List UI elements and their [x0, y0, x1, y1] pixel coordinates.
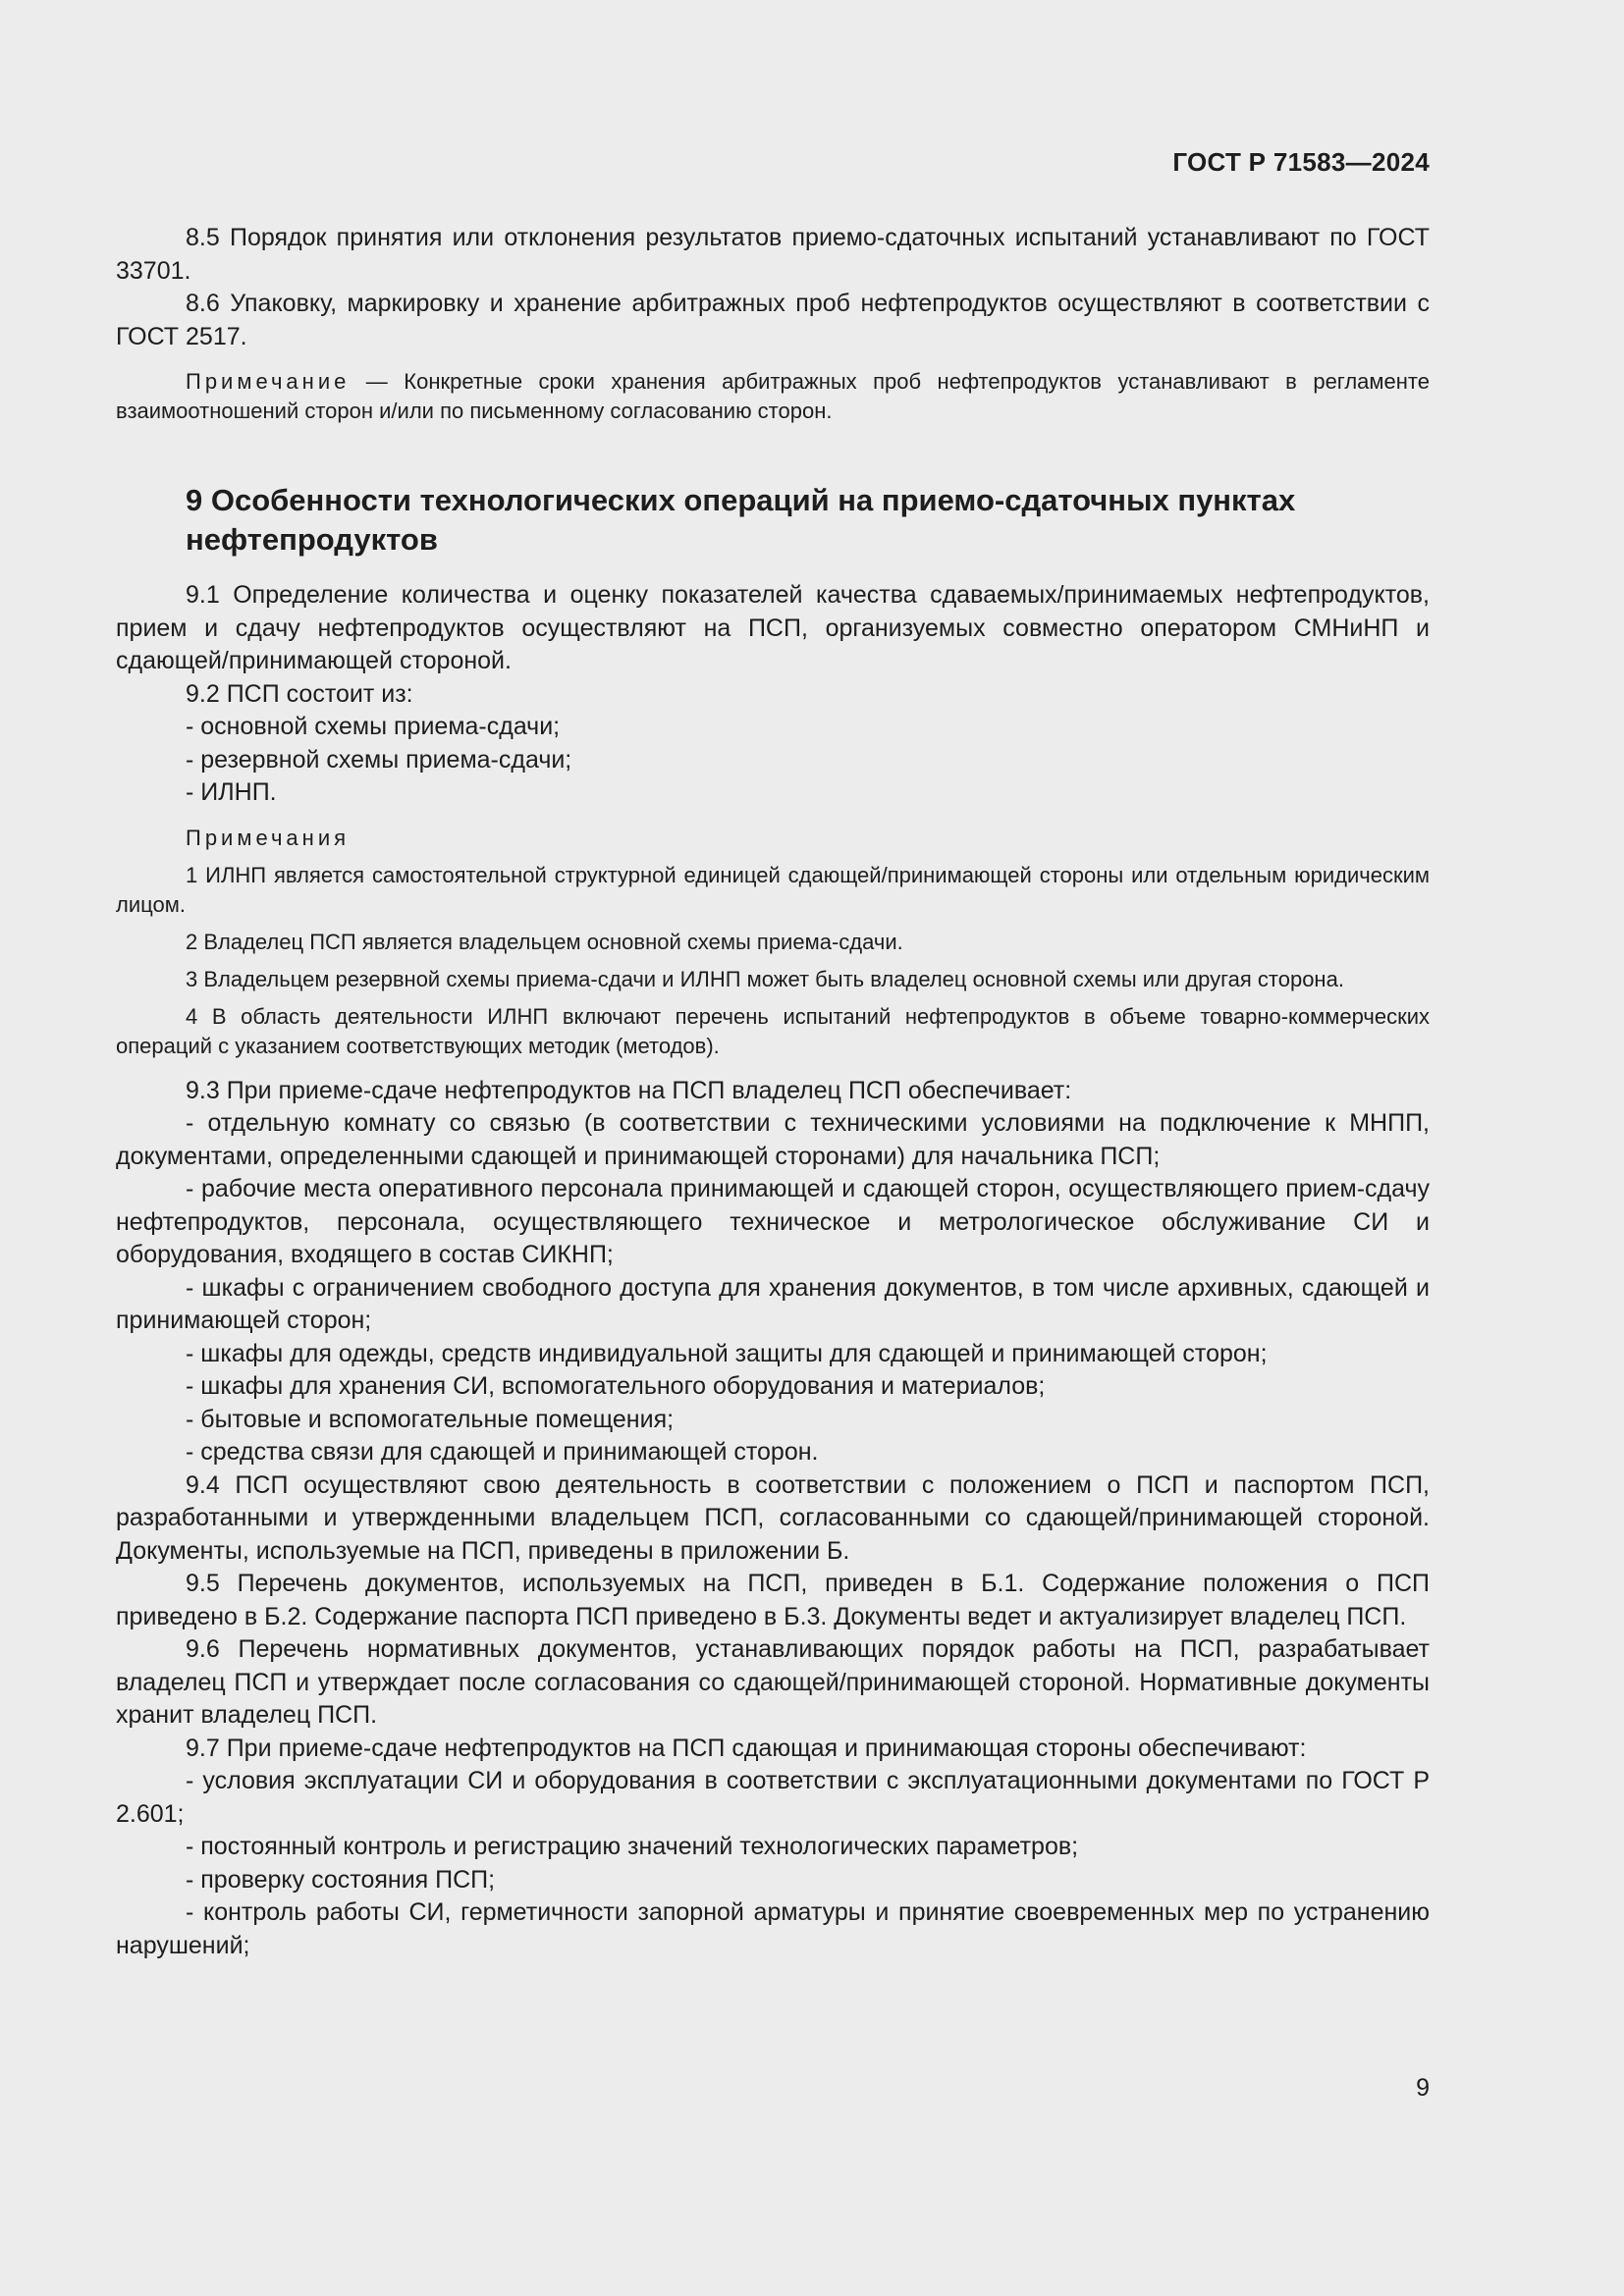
page-number: 9	[1416, 2074, 1430, 2102]
document-body	[116, 222, 1430, 1962]
list-item: - шкафы для хранения СИ, вспомогательного оборудования и материалов;	[186, 1372, 1046, 1400]
list-item: - отдельную комнату со связью (в соответствии с техническими условиями на подключение к МНПП, документами, определенными сдающей и принимающей сторонами) для начальника ПСП;	[116, 1109, 1430, 1170]
notes-label-text: Примечания	[186, 825, 351, 850]
document-code-header: ГОСТ Р 71583—2024	[1172, 147, 1430, 177]
note-8-6	[116, 367, 1430, 426]
paragraph-9-1: 9.1 Определение количества и оценку показателей качества сдаваемых/принимаемых нефтепродуктов, прием и сдачу нефтепродуктов осуществляют на ПСП, организуемых совместно оператором СМНиНП и сдающей/принимающей стороной.	[116, 581, 1430, 674]
paragraph-9-3: 9.3 При приеме-сдаче нефтепродуктов на ПСП владелец ПСП обеспечивает:	[186, 1076, 1072, 1104]
list-item: - постоянный контроль и регистрацию значений технологических параметров;	[186, 1833, 1079, 1860]
paragraph-9-2: 9.2 ПСП состоит из:	[186, 679, 413, 708]
paragraph-9-4: 9.4 ПСП осуществляют свою деятельность в соответствии с положением о ПСП и паспортом ПСП, разработанными и утвержденными владельцем ПСП, согласованными со сдающей/принимающей стороной. Документы, используемые на ПСП, приведены в приложении Б.	[116, 1470, 1430, 1565]
note-item: 2 Владелец ПСП является владельцем основной схемы приема-сдачи.	[186, 929, 903, 954]
paragraph-9-5: 9.5 Перечень документов, используемых на ПСП, приведен в Б.1. Содержание положения о ПСП приведено в Б.2. Содержание паспорта ПСП приведено в Б.3. Документы ведет и актуализирует владелец ПСП.	[116, 1570, 1430, 1630]
list-item: - рабочие места оперативного персонала принимающей и сдающей сторон, осуществляющего прием-сдачу нефтепродуктов, персонала, осуществляющего техническое и метрологическое обслуживание СИ и оборудования, входящего в состав СИКНП;	[116, 1175, 1430, 1268]
list-item: - контроль работы СИ, герметичности запорной арматуры и принятие своевременных мер по устранению нарушений;	[116, 1898, 1430, 1959]
note-label: Примечание	[186, 369, 351, 394]
paragraph-8-5: 8.5 Порядок принятия или отклонения результатов приемо-сдаточных испытаний устанавливают по ГОСТ 33701.	[116, 224, 1430, 285]
list-item: - условия эксплуатации СИ и оборудования в соответствии с эксплуатационными документами по ГОСТ Р 2.601;	[116, 1767, 1430, 1828]
section-9-heading: 9 Особенности технологических операций на приемо-сдаточных пунктах нефтепродуктов	[186, 483, 1296, 557]
note-item: 4 В область деятельности ИЛНП включают перечень испытаний нефтепродуктов в объеме товарно-коммерческих операций с указанием соответствующих методик (методов).	[116, 1003, 1430, 1058]
list-item: - проверку состояния ПСП;	[186, 1865, 496, 1894]
list-item: - ИЛНП.	[186, 778, 277, 806]
notes-label	[116, 824, 1430, 853]
paragraph-9-7: 9.7 При приеме-сдаче нефтепродуктов на ПСП сдающая и принимающая стороны обеспечивают:	[186, 1734, 1307, 1762]
note-item: 1 ИЛНП является самостоятельной структурной единицей сдающей/принимающей стороны или отдельным юридическим лицом.	[116, 862, 1430, 917]
list-item: - шкафы для одежды, средств индивидуальной защиты для сдающей и принимающей сторон;	[186, 1339, 1268, 1367]
list-item: - бытовые и вспомогательные помещения;	[186, 1405, 675, 1433]
list-item: - шкафы с ограничением свободного доступа для хранения документов, в том числе архивных, сдающей и принимающей сторон;	[116, 1273, 1430, 1334]
list-item: - резервной схемы приема-сдачи;	[186, 745, 572, 774]
list-item: - основной схемы приема-сдачи;	[186, 713, 561, 740]
list-item: - средства связи для сдающей и принимающей сторон.	[186, 1438, 819, 1466]
note-item: 3 Владельцем резервной схемы приема-сдачи и ИЛНП может быть владелец основной схемы или другая сторона.	[186, 966, 1344, 991]
paragraph-9-6: 9.6 Перечень нормативных документов, устанавливающих порядок работы на ПСП, разрабатывает владелец ПСП и утверждает после согласования со сдающей/принимающей стороной. Нормативные документы хранит владелец ПСП.	[116, 1635, 1430, 1729]
note-text: — Конкретные сроки хранения арбитражных проб нефтепродуктов устанавливают в регламенте взаимоотношений сторон и/или по письменному согласованию сторон.	[116, 369, 1430, 423]
paragraph-8-6: 8.6 Упаковку, маркировку и хранение арбитражных проб нефтепродуктов осуществляют в соответствии с ГОСТ 2517.	[116, 290, 1430, 350]
